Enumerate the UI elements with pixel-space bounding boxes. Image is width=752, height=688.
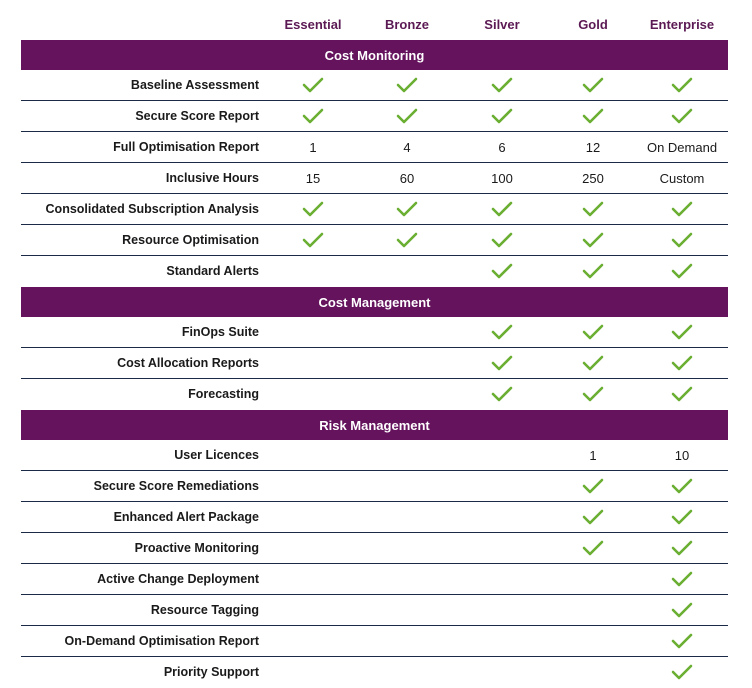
check-icon (671, 664, 693, 680)
table-row (21, 225, 728, 256)
cell-value: On Demand (646, 140, 718, 155)
table-row (21, 317, 728, 348)
check-icon (671, 108, 693, 124)
cell-value: 250 (582, 171, 604, 186)
row-label: Resource Tagging (150, 603, 259, 617)
row-label: Resource Optimisation (122, 233, 259, 247)
table-row (21, 256, 728, 287)
row-label: On-Demand Optimisation Report (64, 634, 259, 648)
check-icon (302, 232, 324, 248)
table-row (21, 194, 728, 225)
check-icon (671, 355, 693, 371)
cell-value: 60 (399, 171, 415, 186)
tier-header-gold: Gold (578, 17, 608, 32)
check-icon (671, 386, 693, 402)
row-label: Baseline Assessment (130, 78, 259, 92)
row-label: Inclusive Hours (165, 171, 259, 185)
check-icon (491, 263, 513, 279)
check-icon (396, 108, 418, 124)
row-label: Enhanced Alert Package (113, 510, 259, 524)
check-icon (491, 77, 513, 93)
table-row (21, 471, 728, 502)
table-row (21, 70, 728, 101)
check-icon (671, 478, 693, 494)
table-row (21, 595, 728, 626)
check-icon (491, 386, 513, 402)
row-label: Full Optimisation Report (113, 140, 259, 154)
check-icon (582, 355, 604, 371)
section-header-cost-management: Cost Management (21, 287, 728, 317)
check-icon (582, 386, 604, 402)
check-icon (396, 77, 418, 93)
tier-header-silver: Silver (484, 17, 520, 32)
row-label: Priority Support (163, 665, 259, 679)
check-icon (582, 108, 604, 124)
check-icon (582, 201, 604, 217)
check-icon (582, 77, 604, 93)
section-header-risk-management: Risk Management (21, 410, 728, 440)
cell-value: 12 (585, 140, 601, 155)
tier-header-essential: Essential (284, 17, 342, 32)
table-row (21, 379, 728, 410)
table-row (21, 533, 728, 564)
check-icon (491, 355, 513, 371)
table-row (21, 101, 728, 132)
row-label: User Licences (174, 448, 259, 462)
check-icon (491, 201, 513, 217)
cell-value: 10 (674, 448, 690, 463)
check-icon (582, 478, 604, 494)
check-icon (302, 108, 324, 124)
table-row (21, 657, 728, 688)
check-icon (491, 108, 513, 124)
row-label: Secure Score Report (135, 109, 259, 123)
row-label: Secure Score Remediations (93, 479, 259, 493)
table-row (21, 163, 728, 194)
cell-value: Custom (659, 171, 705, 186)
check-icon (671, 232, 693, 248)
cell-value: 1 (309, 140, 317, 155)
tier-header-bronze: Bronze (384, 17, 430, 32)
check-icon (671, 324, 693, 340)
table-row (21, 626, 728, 657)
row-label: Cost Allocation Reports (117, 356, 259, 370)
table-row (21, 502, 728, 533)
cell-value: 1 (589, 448, 597, 463)
check-icon (491, 232, 513, 248)
row-label: Forecasting (188, 387, 259, 401)
check-icon (302, 201, 324, 217)
row-label: FinOps Suite (181, 325, 259, 339)
row-label: Consolidated Subscription Analysis (45, 202, 259, 216)
check-icon (302, 77, 324, 93)
cell-value: 100 (491, 171, 513, 186)
cell-value: 15 (305, 171, 321, 186)
check-icon (671, 77, 693, 93)
table-row (21, 564, 728, 595)
table-row (21, 348, 728, 379)
check-icon (491, 324, 513, 340)
row-label: Proactive Monitoring (134, 541, 259, 555)
row-label: Standard Alerts (166, 264, 259, 278)
section-header-cost-monitoring: Cost Monitoring (21, 40, 728, 70)
tier-header-enterprise: Enterprise (649, 17, 715, 32)
check-icon (582, 540, 604, 556)
check-icon (671, 201, 693, 217)
check-icon (582, 232, 604, 248)
check-icon (671, 602, 693, 618)
check-icon (671, 509, 693, 525)
check-icon (582, 509, 604, 525)
table-row (21, 132, 728, 163)
check-icon (582, 263, 604, 279)
cell-value: 4 (403, 140, 411, 155)
row-label: Active Change Deployment (97, 572, 259, 586)
check-icon (671, 263, 693, 279)
check-icon (396, 232, 418, 248)
check-icon (671, 571, 693, 587)
check-icon (671, 540, 693, 556)
check-icon (396, 201, 418, 217)
check-icon (671, 633, 693, 649)
check-icon (582, 324, 604, 340)
cell-value: 6 (498, 140, 506, 155)
table-row (21, 440, 728, 471)
